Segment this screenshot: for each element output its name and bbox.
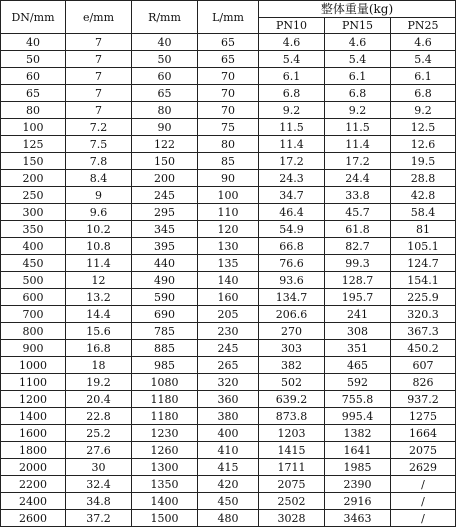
cell-dn: 150 <box>1 153 66 170</box>
table-row <box>1 289 456 306</box>
cell-pn25: 1275 <box>391 408 456 425</box>
cell-r: 1350 <box>132 476 198 493</box>
cell-dn: 350 <box>1 221 66 238</box>
table-row <box>1 136 456 153</box>
cell-pn15: 1985 <box>325 459 391 476</box>
cell-l: 320 <box>198 374 259 391</box>
cell-dn: 50 <box>1 51 66 68</box>
cell-r: 440 <box>132 255 198 272</box>
cell-pn10: 4.6 <box>259 34 325 51</box>
cell-pn25: 450.2 <box>391 340 456 357</box>
cell-pn15: 995.4 <box>325 408 391 425</box>
cell-pn10: 639.2 <box>259 391 325 408</box>
table-row <box>1 323 456 340</box>
header-dn: DN/mm <box>1 1 66 34</box>
table-row <box>1 272 456 289</box>
cell-dn: 1200 <box>1 391 66 408</box>
cell-e: 8.4 <box>66 170 132 187</box>
cell-e: 11.4 <box>66 255 132 272</box>
cell-l: 135 <box>198 255 259 272</box>
cell-pn25: 2075 <box>391 442 456 459</box>
cell-pn10: 270 <box>259 323 325 340</box>
cell-r: 60 <box>132 68 198 85</box>
table-row <box>1 357 456 374</box>
cell-pn10: 11.4 <box>259 136 325 153</box>
cell-pn15: 11.5 <box>325 119 391 136</box>
cell-pn10: 76.6 <box>259 255 325 272</box>
cell-l: 130 <box>198 238 259 255</box>
cell-pn10: 9.2 <box>259 102 325 119</box>
cell-pn10: 17.2 <box>259 153 325 170</box>
cell-dn: 1600 <box>1 425 66 442</box>
header-pn25: PN25 <box>391 17 456 34</box>
cell-e: 27.6 <box>66 442 132 459</box>
cell-pn15: 99.3 <box>325 255 391 272</box>
cell-pn25: 826 <box>391 374 456 391</box>
cell-pn15: 241 <box>325 306 391 323</box>
cell-e: 7 <box>66 34 132 51</box>
cell-l: 480 <box>198 510 259 527</box>
table-row <box>1 425 456 442</box>
cell-pn15: 1382 <box>325 425 391 442</box>
cell-pn25: 42.8 <box>391 187 456 204</box>
cell-pn10: 873.8 <box>259 408 325 425</box>
cell-pn15: 45.7 <box>325 204 391 221</box>
cell-dn: 80 <box>1 102 66 119</box>
cell-pn10: 134.7 <box>259 289 325 306</box>
cell-l: 70 <box>198 102 259 119</box>
table-header <box>1 1 456 34</box>
cell-pn25: 6.8 <box>391 85 456 102</box>
cell-pn10: 1711 <box>259 459 325 476</box>
cell-dn: 500 <box>1 272 66 289</box>
table-row <box>1 374 456 391</box>
cell-pn15: 2916 <box>325 493 391 510</box>
cell-r: 885 <box>132 340 198 357</box>
cell-r: 345 <box>132 221 198 238</box>
cell-r: 200 <box>132 170 198 187</box>
cell-pn15: 465 <box>325 357 391 374</box>
cell-dn: 1000 <box>1 357 66 374</box>
cell-pn15: 61.8 <box>325 221 391 238</box>
cell-l: 160 <box>198 289 259 306</box>
header-l: L/mm <box>198 1 259 34</box>
cell-e: 9 <box>66 187 132 204</box>
cell-pn15: 17.2 <box>325 153 391 170</box>
cell-l: 65 <box>198 34 259 51</box>
cell-pn10: 1203 <box>259 425 325 442</box>
cell-e: 7.8 <box>66 153 132 170</box>
cell-pn25: 367.3 <box>391 323 456 340</box>
cell-pn25: 5.4 <box>391 51 456 68</box>
table-row <box>1 119 456 136</box>
cell-pn15: 3463 <box>325 510 391 527</box>
cell-pn10: 54.9 <box>259 221 325 238</box>
table-row <box>1 102 456 119</box>
cell-dn: 900 <box>1 340 66 357</box>
cell-e: 7 <box>66 68 132 85</box>
table-row <box>1 204 456 221</box>
cell-l: 380 <box>198 408 259 425</box>
cell-pn25: 28.8 <box>391 170 456 187</box>
cell-e: 7 <box>66 85 132 102</box>
cell-pn25: 4.6 <box>391 34 456 51</box>
cell-pn10: 6.8 <box>259 85 325 102</box>
cell-r: 122 <box>132 136 198 153</box>
cell-pn15: 195.7 <box>325 289 391 306</box>
cell-pn15: 6.8 <box>325 85 391 102</box>
cell-dn: 600 <box>1 289 66 306</box>
cell-l: 90 <box>198 170 259 187</box>
cell-pn10: 2075 <box>259 476 325 493</box>
cell-pn25: 19.5 <box>391 153 456 170</box>
table-row <box>1 408 456 425</box>
cell-l: 80 <box>198 136 259 153</box>
cell-e: 12 <box>66 272 132 289</box>
cell-dn: 2400 <box>1 493 66 510</box>
table-row <box>1 476 456 493</box>
header-weight-group: 整体重量(kg) <box>259 1 456 18</box>
cell-dn: 450 <box>1 255 66 272</box>
cell-pn25: 937.2 <box>391 391 456 408</box>
cell-dn: 2000 <box>1 459 66 476</box>
cell-l: 265 <box>198 357 259 374</box>
cell-pn25: 9.2 <box>391 102 456 119</box>
cell-dn: 200 <box>1 170 66 187</box>
cell-e: 15.6 <box>66 323 132 340</box>
cell-dn: 2600 <box>1 510 66 527</box>
cell-l: 70 <box>198 68 259 85</box>
cell-pn10: 382 <box>259 357 325 374</box>
cell-e: 7 <box>66 102 132 119</box>
cell-l: 400 <box>198 425 259 442</box>
table-body <box>1 34 456 527</box>
cell-pn25: 6.1 <box>391 68 456 85</box>
cell-dn: 125 <box>1 136 66 153</box>
cell-r: 1260 <box>132 442 198 459</box>
cell-l: 75 <box>198 119 259 136</box>
cell-pn15: 2390 <box>325 476 391 493</box>
table-row <box>1 493 456 510</box>
cell-r: 245 <box>132 187 198 204</box>
table-row <box>1 255 456 272</box>
cell-pn10: 24.3 <box>259 170 325 187</box>
cell-pn15: 33.8 <box>325 187 391 204</box>
cell-pn15: 4.6 <box>325 34 391 51</box>
header-e: e/mm <box>66 1 132 34</box>
cell-r: 1230 <box>132 425 198 442</box>
cell-pn10: 66.8 <box>259 238 325 255</box>
cell-e: 30 <box>66 459 132 476</box>
cell-r: 295 <box>132 204 198 221</box>
cell-dn: 300 <box>1 204 66 221</box>
cell-l: 140 <box>198 272 259 289</box>
cell-e: 10.8 <box>66 238 132 255</box>
cell-r: 785 <box>132 323 198 340</box>
cell-pn25: / <box>391 476 456 493</box>
cell-r: 1080 <box>132 374 198 391</box>
cell-pn15: 6.1 <box>325 68 391 85</box>
cell-pn10: 2502 <box>259 493 325 510</box>
cell-pn10: 34.7 <box>259 187 325 204</box>
cell-pn25: 320.3 <box>391 306 456 323</box>
cell-r: 65 <box>132 85 198 102</box>
table-row <box>1 238 456 255</box>
table-row <box>1 85 456 102</box>
cell-e: 14.4 <box>66 306 132 323</box>
cell-e: 20.4 <box>66 391 132 408</box>
cell-pn10: 1415 <box>259 442 325 459</box>
cell-e: 22.8 <box>66 408 132 425</box>
table-row <box>1 68 456 85</box>
cell-e: 34.8 <box>66 493 132 510</box>
cell-pn25: 124.7 <box>391 255 456 272</box>
cell-pn25: 225.9 <box>391 289 456 306</box>
table-row <box>1 51 456 68</box>
cell-pn25: 12.5 <box>391 119 456 136</box>
cell-pn15: 351 <box>325 340 391 357</box>
header-row-main <box>1 1 456 18</box>
cell-l: 420 <box>198 476 259 493</box>
table-row <box>1 306 456 323</box>
cell-r: 1500 <box>132 510 198 527</box>
cell-pn25: / <box>391 510 456 527</box>
cell-pn15: 755.8 <box>325 391 391 408</box>
cell-dn: 700 <box>1 306 66 323</box>
table-row <box>1 340 456 357</box>
cell-r: 690 <box>132 306 198 323</box>
table-row <box>1 187 456 204</box>
cell-r: 1180 <box>132 391 198 408</box>
cell-pn25: 105.1 <box>391 238 456 255</box>
table-row <box>1 34 456 51</box>
cell-pn15: 308 <box>325 323 391 340</box>
cell-l: 230 <box>198 323 259 340</box>
cell-l: 415 <box>198 459 259 476</box>
cell-l: 100 <box>198 187 259 204</box>
cell-dn: 250 <box>1 187 66 204</box>
cell-l: 70 <box>198 85 259 102</box>
cell-r: 590 <box>132 289 198 306</box>
cell-pn15: 82.7 <box>325 238 391 255</box>
cell-pn25: 12.6 <box>391 136 456 153</box>
cell-pn15: 128.7 <box>325 272 391 289</box>
cell-pn10: 5.4 <box>259 51 325 68</box>
cell-pn15: 5.4 <box>325 51 391 68</box>
cell-pn10: 303 <box>259 340 325 357</box>
cell-dn: 100 <box>1 119 66 136</box>
cell-pn25: 81 <box>391 221 456 238</box>
cell-l: 205 <box>198 306 259 323</box>
cell-dn: 1100 <box>1 374 66 391</box>
cell-e: 7.5 <box>66 136 132 153</box>
cell-pn25: 58.4 <box>391 204 456 221</box>
cell-pn10: 3028 <box>259 510 325 527</box>
cell-pn15: 9.2 <box>325 102 391 119</box>
cell-pn25: 2629 <box>391 459 456 476</box>
cell-pn15: 592 <box>325 374 391 391</box>
cell-r: 985 <box>132 357 198 374</box>
cell-r: 90 <box>132 119 198 136</box>
cell-pn10: 11.5 <box>259 119 325 136</box>
header-pn10: PN10 <box>259 17 325 34</box>
cell-dn: 40 <box>1 34 66 51</box>
cell-dn: 800 <box>1 323 66 340</box>
header-r: R/mm <box>132 1 198 34</box>
cell-e: 25.2 <box>66 425 132 442</box>
table-row <box>1 221 456 238</box>
cell-l: 410 <box>198 442 259 459</box>
cell-e: 16.8 <box>66 340 132 357</box>
cell-pn10: 93.6 <box>259 272 325 289</box>
cell-l: 110 <box>198 204 259 221</box>
cell-pn15: 1641 <box>325 442 391 459</box>
cell-pn25: 1664 <box>391 425 456 442</box>
cell-r: 150 <box>132 153 198 170</box>
table-row <box>1 442 456 459</box>
cell-pn15: 11.4 <box>325 136 391 153</box>
cell-pn10: 502 <box>259 374 325 391</box>
header-pn15: PN15 <box>325 17 391 34</box>
cell-r: 40 <box>132 34 198 51</box>
cell-pn25: 607 <box>391 357 456 374</box>
cell-r: 80 <box>132 102 198 119</box>
cell-l: 450 <box>198 493 259 510</box>
cell-pn25: 154.1 <box>391 272 456 289</box>
cell-l: 85 <box>198 153 259 170</box>
cell-e: 7 <box>66 51 132 68</box>
table-row <box>1 153 456 170</box>
cell-dn: 2200 <box>1 476 66 493</box>
cell-e: 37.2 <box>66 510 132 527</box>
cell-e: 7.2 <box>66 119 132 136</box>
cell-e: 32.4 <box>66 476 132 493</box>
cell-dn: 1800 <box>1 442 66 459</box>
cell-e: 18 <box>66 357 132 374</box>
cell-r: 1300 <box>132 459 198 476</box>
cell-r: 490 <box>132 272 198 289</box>
cell-e: 19.2 <box>66 374 132 391</box>
table-row <box>1 459 456 476</box>
cell-dn: 65 <box>1 85 66 102</box>
cell-dn: 400 <box>1 238 66 255</box>
table-row <box>1 391 456 408</box>
cell-r: 1400 <box>132 493 198 510</box>
cell-l: 245 <box>198 340 259 357</box>
table-row <box>1 170 456 187</box>
cell-r: 395 <box>132 238 198 255</box>
cell-r: 1180 <box>132 408 198 425</box>
cell-dn: 60 <box>1 68 66 85</box>
cell-l: 120 <box>198 221 259 238</box>
cell-l: 360 <box>198 391 259 408</box>
cell-r: 50 <box>132 51 198 68</box>
cell-l: 65 <box>198 51 259 68</box>
table-row <box>1 510 456 527</box>
cell-pn25: / <box>391 493 456 510</box>
cell-e: 13.2 <box>66 289 132 306</box>
cell-e: 10.2 <box>66 221 132 238</box>
cell-dn: 1400 <box>1 408 66 425</box>
cell-pn10: 6.1 <box>259 68 325 85</box>
cell-pn15: 24.4 <box>325 170 391 187</box>
cell-pn10: 46.4 <box>259 204 325 221</box>
cell-pn10: 206.6 <box>259 306 325 323</box>
cell-e: 9.6 <box>66 204 132 221</box>
